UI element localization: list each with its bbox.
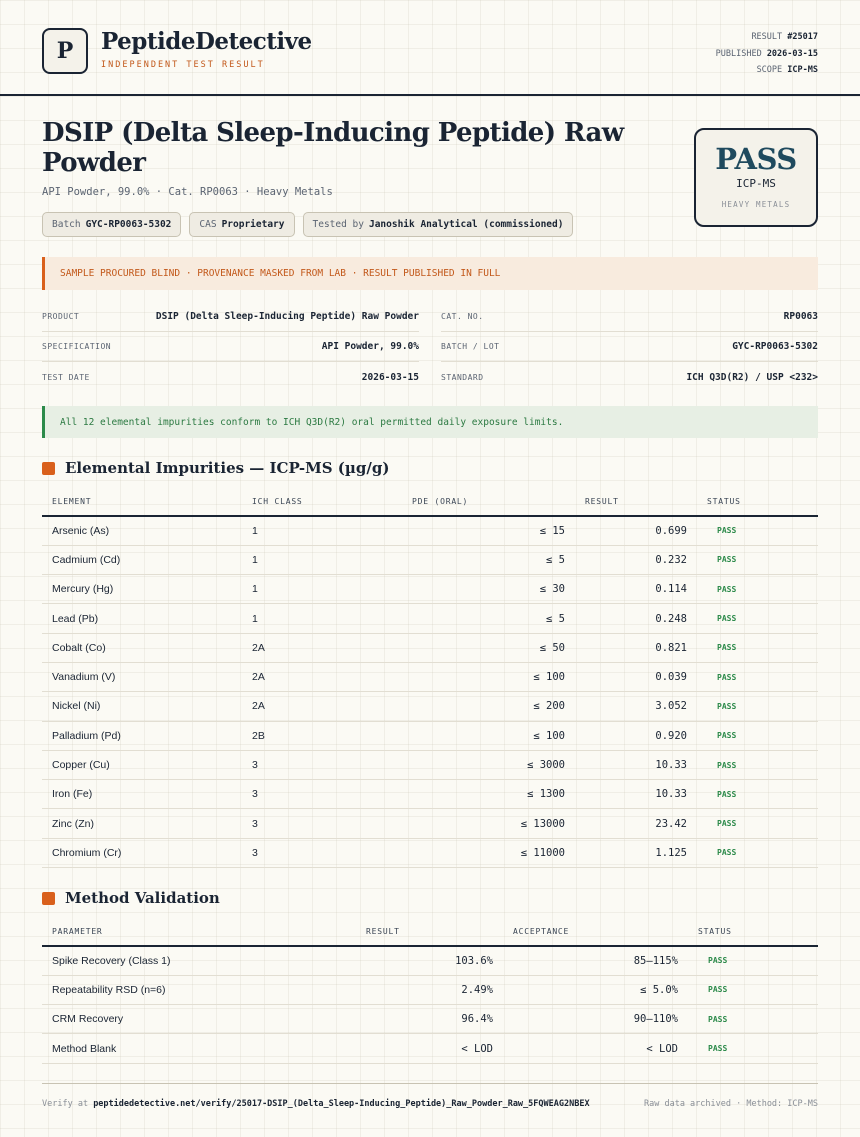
chip-value: Janoshik Analytical (commissioned) bbox=[368, 219, 564, 230]
element-cell: Chromium (Cr) bbox=[42, 838, 242, 867]
result-cell: < LOD bbox=[356, 1034, 503, 1063]
info-row-product bbox=[42, 302, 419, 332]
status-badge: PASS bbox=[697, 692, 818, 721]
element-cell: Copper (Cu) bbox=[42, 750, 242, 779]
pde-cell: ≤ 3000 bbox=[402, 750, 575, 779]
result-cell: 0.248 bbox=[575, 604, 697, 633]
element-cell: Zinc (Zn) bbox=[42, 809, 242, 838]
result-cell: 10.33 bbox=[575, 750, 697, 779]
element-cell: Arsenic (As) bbox=[42, 516, 242, 545]
ich-class-cell: 3 bbox=[242, 809, 402, 838]
validation-table bbox=[42, 918, 818, 1064]
pde-cell: ≤ 11000 bbox=[402, 838, 575, 867]
element-cell: Cobalt (Co) bbox=[42, 633, 242, 662]
report-meta bbox=[716, 29, 818, 79]
ich-class-cell: 2B bbox=[242, 721, 402, 750]
result-cell: 0.039 bbox=[575, 662, 697, 691]
acceptance-cell: 90–110% bbox=[503, 1005, 688, 1034]
parameter-cell: Repeatability RSD (n=6) bbox=[42, 975, 356, 1004]
status-badge: PASS bbox=[688, 1005, 818, 1034]
info-label: TEST DATE bbox=[42, 372, 90, 382]
column-header: PDE (ORAL) bbox=[402, 488, 575, 516]
ich-class-cell: 3 bbox=[242, 838, 402, 867]
pde-cell: ≤ 100 bbox=[402, 721, 575, 750]
column-header: RESULT bbox=[575, 488, 697, 516]
parameter-cell: Method Blank bbox=[42, 1034, 356, 1063]
result-cell: 0.821 bbox=[575, 633, 697, 662]
status-badge: PASS bbox=[697, 545, 818, 574]
status-badge: PASS bbox=[688, 1034, 818, 1063]
info-row-test-date bbox=[42, 362, 419, 392]
info-label: SPECIFICATION bbox=[42, 342, 112, 351]
pde-cell: ≤ 15 bbox=[402, 516, 575, 545]
stamp-verdict: PASS bbox=[715, 142, 797, 176]
batch-chip bbox=[42, 212, 181, 237]
ich-class-cell: 2A bbox=[242, 692, 402, 721]
status-badge: PASS bbox=[697, 721, 818, 750]
result-cell: 2.49% bbox=[356, 975, 503, 1004]
chip-label: CAS bbox=[199, 219, 217, 230]
parameter-cell: CRM Recovery bbox=[42, 1005, 356, 1034]
info-label: PRODUCT bbox=[42, 312, 80, 321]
section-marker-icon bbox=[42, 462, 55, 475]
acceptance-cell: < LOD bbox=[503, 1034, 688, 1063]
info-row-cat-no bbox=[441, 302, 818, 332]
chip-label: Tested by bbox=[312, 219, 364, 230]
verify-text bbox=[42, 1099, 590, 1109]
status-badge: PASS bbox=[697, 633, 818, 662]
result-cell: 0.114 bbox=[575, 575, 697, 604]
table-row bbox=[42, 633, 818, 662]
info-value: DSIP (Delta Sleep-Inducing Peptide) Raw Powder bbox=[155, 311, 419, 322]
column-header: RESULT bbox=[356, 918, 503, 946]
ich-class-cell: 1 bbox=[242, 604, 402, 633]
tagline: INDEPENDENT TEST RESULT bbox=[101, 60, 265, 70]
info-row-standard bbox=[441, 362, 818, 392]
result-label: RESULT bbox=[751, 32, 783, 42]
section-marker-icon bbox=[42, 892, 55, 905]
table-row bbox=[42, 1034, 818, 1063]
parameter-cell: Spike Recovery (Class 1) bbox=[42, 946, 356, 975]
table-row bbox=[42, 809, 818, 838]
info-grid-left bbox=[42, 302, 419, 392]
pde-cell: ≤ 13000 bbox=[402, 809, 575, 838]
ich-class-cell: 1 bbox=[242, 545, 402, 574]
table-row bbox=[42, 516, 818, 545]
pde-cell: ≤ 100 bbox=[402, 662, 575, 691]
info-value: GYC-RP0063-5302 bbox=[732, 341, 818, 352]
table-row bbox=[42, 721, 818, 750]
chip-label: Batch bbox=[52, 219, 81, 230]
impurities-section-title bbox=[42, 459, 389, 477]
column-header: STATUS bbox=[697, 488, 818, 516]
published-date: 2026-03-15 bbox=[766, 48, 818, 59]
validation-section-title bbox=[42, 889, 220, 907]
table-row bbox=[42, 750, 818, 779]
published-label: PUBLISHED bbox=[715, 48, 762, 59]
verify-link[interactable]: peptidedetective.net/verify/25017-DSIP_(Delta_Sleep-Inducing_Peptide)_Raw_Powder_Raw_5FQWEAG2NBEX bbox=[93, 1099, 590, 1109]
ich-class-cell: 3 bbox=[242, 750, 402, 779]
provenance-banner: SAMPLE PROCURED BLIND · PROVENANCE MASKED FROM LAB · RESULT PUBLISHED IN FULL bbox=[42, 257, 818, 290]
acceptance-cell: 85–115% bbox=[503, 946, 688, 975]
result-id: #25017 bbox=[787, 32, 818, 42]
element-cell: Palladium (Pd) bbox=[42, 721, 242, 750]
result-cell: 0.699 bbox=[575, 516, 697, 545]
ich-class-cell: 3 bbox=[242, 780, 402, 809]
column-header: STATUS bbox=[688, 918, 818, 946]
table-row bbox=[42, 575, 818, 604]
table-row bbox=[42, 946, 818, 975]
stamp-method: ICP-MS bbox=[736, 177, 776, 190]
table-header-row bbox=[42, 488, 818, 516]
column-header: PARAMETER bbox=[42, 918, 356, 946]
impurities-table bbox=[42, 488, 818, 868]
info-value: ICH Q3D(R2) / USP <232> bbox=[686, 371, 818, 383]
info-label: BATCH / LOT bbox=[441, 342, 500, 351]
table-row bbox=[42, 838, 818, 867]
chip-row bbox=[42, 212, 573, 237]
element-cell: Iron (Fe) bbox=[42, 780, 242, 809]
result-cell: 1.125 bbox=[575, 838, 697, 867]
brand-name: PeptideDetective bbox=[101, 28, 312, 55]
ich-class-cell: 1 bbox=[242, 575, 402, 604]
info-label: CAT. NO. bbox=[441, 312, 484, 321]
section-title-text: Elemental Impurities — ICP-MS (µg/g) bbox=[65, 459, 390, 477]
status-badge: PASS bbox=[697, 780, 818, 809]
info-row-specification bbox=[42, 332, 419, 362]
pde-cell: ≤ 30 bbox=[402, 575, 575, 604]
chip-value: GYC-RP0063-5302 bbox=[85, 219, 172, 230]
result-cell: 3.052 bbox=[575, 692, 697, 721]
info-value: API Powder, 99.0% bbox=[321, 341, 419, 352]
element-cell: Cadmium (Cd) bbox=[42, 545, 242, 574]
table-row bbox=[42, 692, 818, 721]
conformance-banner: All 12 elemental impurities conform to ICH Q3D(R2) oral permitted daily exposure limits. bbox=[42, 406, 818, 438]
result-cell: 103.6% bbox=[356, 946, 503, 975]
cas-chip bbox=[189, 212, 294, 237]
pde-cell: ≤ 5 bbox=[402, 545, 575, 574]
status-badge: PASS bbox=[688, 975, 818, 1004]
status-badge: PASS bbox=[697, 809, 818, 838]
column-header: ICH CLASS bbox=[242, 488, 402, 516]
ich-class-cell: 2A bbox=[242, 662, 402, 691]
pass-stamp bbox=[694, 128, 818, 227]
pde-cell: ≤ 200 bbox=[402, 692, 575, 721]
footer-method-note: Raw data archived · Method: ICP-MS bbox=[644, 1099, 818, 1109]
column-header: ACCEPTANCE bbox=[503, 918, 688, 946]
table-header-row bbox=[42, 918, 818, 946]
element-cell: Lead (Pb) bbox=[42, 604, 242, 633]
element-cell: Mercury (Hg) bbox=[42, 575, 242, 604]
pde-cell: ≤ 50 bbox=[402, 633, 575, 662]
scope-label: SCOPE bbox=[756, 65, 783, 75]
result-cell: 10.33 bbox=[575, 780, 697, 809]
column-header: ELEMENT bbox=[42, 488, 242, 516]
table-row bbox=[42, 662, 818, 691]
table-row bbox=[42, 1005, 818, 1034]
info-row-batch-lot bbox=[441, 332, 818, 362]
table-row bbox=[42, 975, 818, 1004]
status-badge: PASS bbox=[697, 575, 818, 604]
table-row bbox=[42, 780, 818, 809]
report-header bbox=[0, 0, 860, 96]
result-cell: 0.232 bbox=[575, 545, 697, 574]
element-cell: Vanadium (V) bbox=[42, 662, 242, 691]
section-title-text: Method Validation bbox=[65, 889, 220, 907]
logo-icon: P bbox=[42, 28, 88, 74]
status-badge: PASS bbox=[697, 516, 818, 545]
status-badge: PASS bbox=[697, 750, 818, 779]
table-row bbox=[42, 545, 818, 574]
info-grid-right bbox=[441, 302, 818, 392]
tested-by-chip bbox=[303, 212, 574, 237]
info-value: 2026-03-15 bbox=[361, 371, 419, 383]
stamp-scope: HEAVY METALS bbox=[721, 200, 791, 209]
result-cell: 23.42 bbox=[575, 809, 697, 838]
scope-value: ICP-MS bbox=[787, 65, 818, 75]
page-title: DSIP (Delta Sleep-Inducing Peptide) Raw Powder bbox=[42, 118, 624, 178]
verify-prefix: Verify at bbox=[42, 1099, 89, 1109]
result-cell: 96.4% bbox=[356, 1005, 503, 1034]
pde-cell: ≤ 5 bbox=[402, 604, 575, 633]
status-badge: PASS bbox=[697, 662, 818, 691]
ich-class-cell: 2A bbox=[242, 633, 402, 662]
element-cell: Nickel (Ni) bbox=[42, 692, 242, 721]
info-label: STANDARD bbox=[441, 372, 484, 382]
pde-cell: ≤ 1300 bbox=[402, 780, 575, 809]
status-badge: PASS bbox=[688, 946, 818, 975]
status-badge: PASS bbox=[697, 838, 818, 867]
chip-value: Proprietary bbox=[221, 219, 285, 230]
info-value: RP0063 bbox=[783, 311, 818, 322]
acceptance-cell: ≤ 5.0% bbox=[503, 975, 688, 1004]
footer-divider bbox=[42, 1083, 818, 1084]
status-badge: PASS bbox=[697, 604, 818, 633]
table-row bbox=[42, 604, 818, 633]
result-cell: 0.920 bbox=[575, 721, 697, 750]
page-subtitle: API Powder, 99.0% · Cat. RP0063 · Heavy Metals bbox=[42, 186, 333, 198]
ich-class-cell: 1 bbox=[242, 516, 402, 545]
